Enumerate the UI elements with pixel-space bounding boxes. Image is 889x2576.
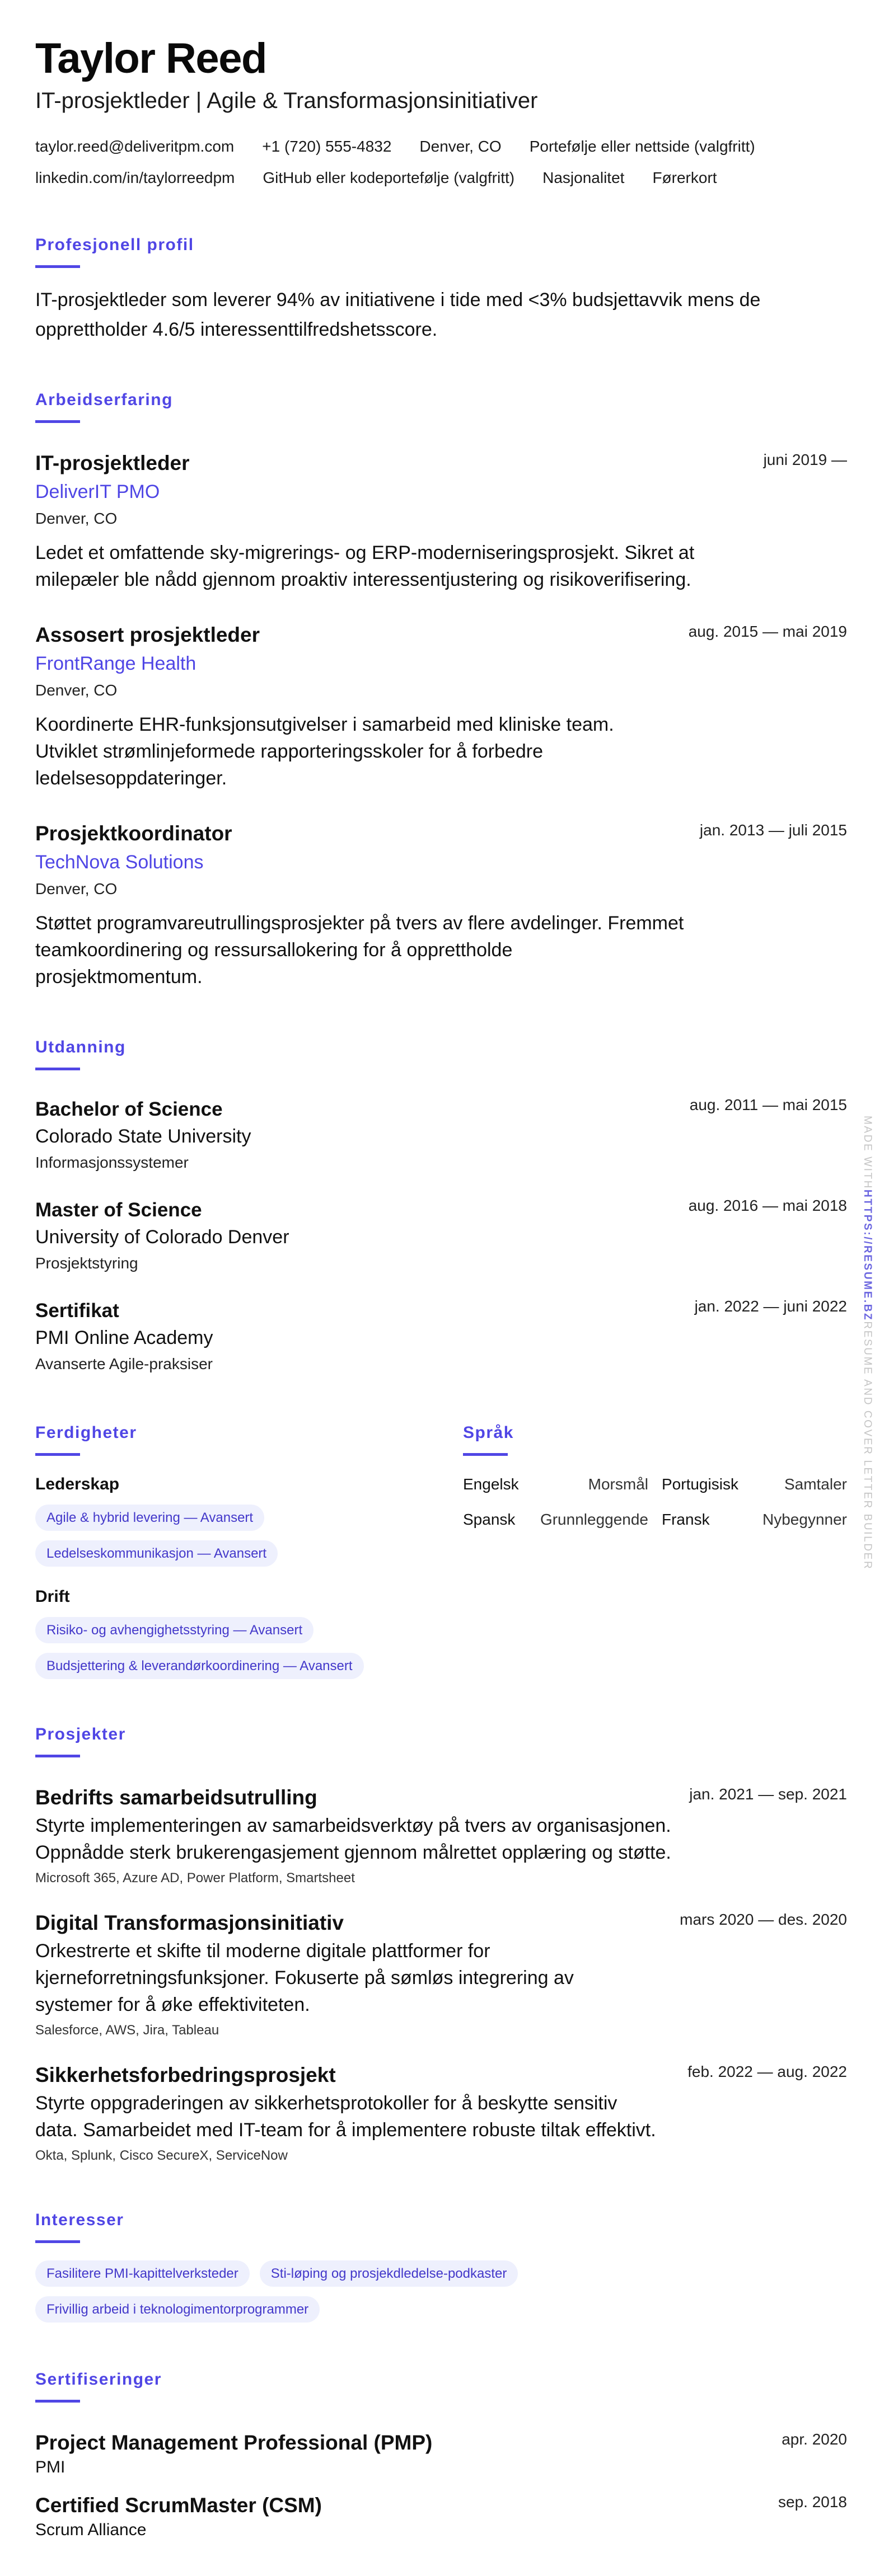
school: PMI Online Academy xyxy=(35,1327,213,1348)
contact-phone[interactable]: +1 (720) 555-4832 xyxy=(262,138,392,155)
certification-name: Certified ScrumMaster (CSM) xyxy=(35,2494,322,2517)
project-description xyxy=(35,1812,847,1866)
contact-info xyxy=(35,131,755,194)
section-divider xyxy=(35,265,80,268)
contact-email[interactable]: taylor.reed@deliveritpm.com xyxy=(35,138,235,155)
description-line: ledelsesoppdateringer. xyxy=(35,768,227,789)
project-tech: Microsoft 365, Azure AD, Power Platform, Smartsheet xyxy=(35,1870,355,1886)
section-heading: Utdanning xyxy=(35,1038,126,1056)
language-name: Portugisisk xyxy=(662,1475,738,1493)
contact-location: Denver, CO xyxy=(419,138,502,155)
section-divider xyxy=(35,420,80,423)
section-divider xyxy=(35,1453,80,1456)
job-title: IT-prosjektleder xyxy=(35,452,190,474)
language-item xyxy=(463,1473,648,1496)
builder-watermark xyxy=(861,1116,873,1570)
language-item xyxy=(662,1473,847,1496)
skill-group xyxy=(35,1473,450,1567)
summary-line: opprettholder 4.6/5 interessenttilfredshetsscore. xyxy=(35,319,438,340)
job-dates: aug. 2015 — mai 2019 xyxy=(688,623,847,640)
section-heading: Sertifiseringer xyxy=(35,2370,162,2389)
section-divider xyxy=(35,1068,80,1070)
project-dates: mars 2020 — des. 2020 xyxy=(680,1911,847,1928)
section-divider xyxy=(35,1755,80,1757)
education-entry xyxy=(35,1298,847,1377)
section-divider xyxy=(35,2240,80,2243)
language-level: Nybegynner xyxy=(762,1511,847,1528)
project-entry xyxy=(35,1783,847,1889)
job-title: Prosjektkoordinator xyxy=(35,822,232,845)
language-item xyxy=(463,1508,648,1531)
certification-issuer: PMI xyxy=(35,2458,65,2476)
degree: Sertifikat xyxy=(35,1300,119,1322)
job-entry xyxy=(35,819,847,990)
education-entry xyxy=(35,1096,847,1176)
description-line: Støttet programvareutrullingsprosjekter på tvers av flere avdelinger. Fremmet xyxy=(35,913,684,934)
language-level: Samtaler xyxy=(784,1475,847,1493)
interest-tag: Sti-løping og prosjekdledelse-podkaster xyxy=(260,2260,518,2287)
description-line: data. Samarbeidet med IT-team for å implementere robuste tiltak effektivt. xyxy=(35,2119,656,2141)
section-heading: Ferdigheter xyxy=(35,1423,137,1442)
section-heading: Arbeidserfaring xyxy=(35,391,173,409)
project-entry xyxy=(35,2061,847,2167)
language-level: Morsmål xyxy=(588,1475,648,1493)
job-entry xyxy=(35,621,847,792)
field-of-study: Avanserte Agile-praksiser xyxy=(35,1355,213,1372)
project-tech: Salesforce, AWS, Jira, Tableau xyxy=(35,2023,219,2038)
interest-tag: Fasilitere PMI-kapittelverksteder xyxy=(35,2260,250,2287)
education-dates: aug. 2011 — mai 2015 xyxy=(689,1096,847,1113)
description-line: teamkoordinering og ressursallokering for å opprettholde xyxy=(35,939,513,961)
language-item xyxy=(662,1508,847,1531)
summary-line: IT-prosjektleder som leverer 94% av initiativene i tide med <3% budsjettavvik mens de xyxy=(35,289,761,311)
project-description xyxy=(35,1938,847,2018)
description-line: Styrte oppgraderingen av sikkerhetsprotokoller for å beskytte sensitiv xyxy=(35,2093,617,2114)
job-location: Denver, CO xyxy=(35,681,118,699)
contact-license: Førerkort xyxy=(652,169,717,186)
skill-group-title: Lederskap xyxy=(35,1475,120,1493)
certifications-section xyxy=(35,2368,847,2554)
education-entry xyxy=(35,1197,847,1276)
job-dates: jan. 2013 — juli 2015 xyxy=(699,821,847,839)
language-name: Engelsk xyxy=(463,1475,519,1493)
skill-tag: Agile & hybrid levering — Avansert xyxy=(35,1505,264,1531)
job-company: DeliverIT PMO xyxy=(35,481,160,502)
description-line: Koordinerte EHR-funksjonsutgivelser i samarbeid med kliniske team. xyxy=(35,714,614,735)
section-heading: Profesjonell profil xyxy=(35,236,194,254)
certification-name: Project Management Professional (PMP) xyxy=(35,2431,433,2454)
job-dates: juni 2019 — xyxy=(763,451,847,468)
degree: Master of Science xyxy=(35,1199,202,1221)
description-line: systemer for å øke effektiviteten. xyxy=(35,1994,310,2015)
certification-date: apr. 2020 xyxy=(782,2431,847,2448)
skill-tag: Ledelseskommunikasjon — Avansert xyxy=(35,1540,278,1567)
job-location: Denver, CO xyxy=(35,510,118,527)
job-entry xyxy=(35,449,847,593)
contact-linkedin[interactable]: linkedin.com/in/taylorreedpm xyxy=(35,169,235,186)
interest-tag: Frivillig arbeid i teknologimentorprogrammer xyxy=(35,2296,320,2323)
description-line: prosjektmomentum. xyxy=(35,966,203,988)
project-tech: Okta, Splunk, Cisco SecureX, ServiceNow xyxy=(35,2148,288,2163)
description-line: milepæler ble nådd gjennom proaktiv interessentjustering og risikoverifisering. xyxy=(35,569,691,590)
profile-section xyxy=(35,234,847,345)
skill-tag: Risiko- og avhengighetsstyring — Avansert xyxy=(35,1617,314,1643)
project-dates: jan. 2021 — sep. 2021 xyxy=(689,1785,847,1803)
certification-entry xyxy=(35,2491,847,2540)
project-entry xyxy=(35,1909,847,2042)
certification-entry xyxy=(35,2428,847,2478)
languages-section xyxy=(463,1422,847,1531)
skill-tag: Budsjettering & leverandørkoordinering — Avansert xyxy=(35,1653,364,1679)
section-heading: Interesser xyxy=(35,2211,124,2229)
section-heading: Prosjekter xyxy=(35,1725,126,1743)
candidate-title: IT-prosjektleder | Agile & Transformasjonsinitiativer xyxy=(35,88,538,113)
project-description xyxy=(35,2090,847,2143)
field-of-study: Prosjektstyring xyxy=(35,1254,138,1272)
section-heading: Språk xyxy=(463,1423,514,1442)
contact-nationality: Nasjonalitet xyxy=(542,169,625,186)
contact-row xyxy=(35,162,755,194)
section-divider xyxy=(463,1453,508,1456)
contact-portfolio[interactable]: Portefølje eller nettside (valgfritt) xyxy=(529,138,755,155)
experience-section xyxy=(35,389,847,1018)
certification-date: sep. 2018 xyxy=(778,2493,847,2511)
skills-section xyxy=(35,1422,450,1698)
project-title: Bedrifts samarbeidsutrulling xyxy=(35,1786,317,1809)
school: Colorado State University xyxy=(35,1126,251,1147)
school: University of Colorado Denver xyxy=(35,1226,289,1248)
projects-section xyxy=(35,1723,847,2186)
education-section xyxy=(35,1036,847,1398)
skill-group xyxy=(35,1586,450,1679)
skill-group-title: Drift xyxy=(35,1587,70,1606)
description-line: kjerneforretningsfunksjoner. Fokuserte på sømløs integrering av xyxy=(35,1967,574,1989)
degree: Bachelor of Science xyxy=(35,1098,223,1120)
watermark-link[interactable]: HTTPS://RESUME.BZ xyxy=(862,1190,873,1322)
job-title: Assosert prosjektleder xyxy=(35,623,260,646)
job-description xyxy=(35,539,847,593)
description-line: Utviklet strømlinjeformede rapporteringsskoler for å forbedre xyxy=(35,741,544,762)
job-location: Denver, CO xyxy=(35,880,118,897)
language-level: Grunnleggende xyxy=(540,1511,648,1528)
language-name: Fransk xyxy=(662,1511,710,1528)
project-title: Sikkerhetsforbedringsprosjekt xyxy=(35,2063,336,2086)
contact-row xyxy=(35,131,755,162)
section-divider xyxy=(35,2400,80,2403)
description-line: Oppnådde sterk brukerengasjement gjennom målrettet opplæring og støtte. xyxy=(35,1842,671,1863)
job-company: TechNova Solutions xyxy=(35,852,204,873)
job-company: FrontRange Health xyxy=(35,653,196,674)
field-of-study: Informasjonssystemer xyxy=(35,1154,189,1171)
job-description xyxy=(35,910,847,990)
profile-summary xyxy=(35,285,847,345)
education-dates: jan. 2022 — juni 2022 xyxy=(694,1298,847,1315)
candidate-name: Taylor Reed xyxy=(35,35,266,82)
project-title: Digital Transformasjonsinitiativ xyxy=(35,1911,344,1934)
job-description xyxy=(35,711,847,792)
project-dates: feb. 2022 — aug. 2022 xyxy=(687,2063,847,2080)
watermark-prefix: MADE WITH xyxy=(862,1116,873,1190)
interests-section xyxy=(35,2209,847,2323)
certification-issuer: Scrum Alliance xyxy=(35,2521,147,2539)
language-name: Spansk xyxy=(463,1511,516,1528)
watermark-suffix: RESUME AND COVER LETTER BUILDER xyxy=(862,1321,873,1571)
description-line: Ledet et omfattende sky-migrerings- og ERP-moderniseringsprosjekt. Sikret at xyxy=(35,542,695,563)
description-line: Styrte implementeringen av samarbeidsverktøy på tvers av organisasjonen. xyxy=(35,1815,671,1836)
education-dates: aug. 2016 — mai 2018 xyxy=(688,1197,847,1214)
contact-github[interactable]: GitHub eller kodeportefølje (valgfritt) xyxy=(263,169,515,186)
description-line: Orkestrerte et skifte til moderne digitale plattformer for xyxy=(35,1940,490,1962)
